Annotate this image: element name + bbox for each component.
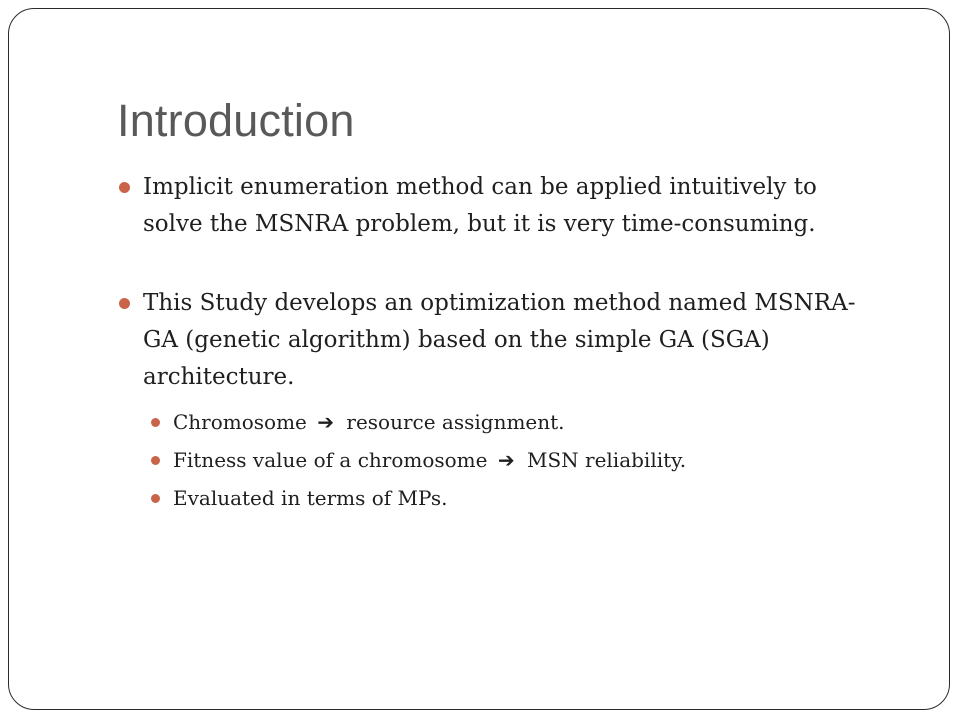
sub-bullet-text-after: resource assignment. bbox=[346, 410, 565, 434]
sub-bullet-item bbox=[117, 484, 877, 512]
sub-bullet-item bbox=[117, 408, 877, 436]
sub-bullet-item bbox=[117, 446, 877, 474]
sub-bullet-dot-icon bbox=[151, 418, 160, 427]
sub-bullet-text-before: Chromosome bbox=[173, 410, 307, 434]
bullet-dot-icon bbox=[119, 298, 130, 309]
sub-bullet-dot-icon bbox=[151, 494, 160, 503]
bullet-item bbox=[117, 169, 877, 243]
right-arrow-icon: ➔ bbox=[317, 410, 335, 434]
bullet-item bbox=[117, 285, 877, 396]
sub-bullet-list bbox=[117, 408, 877, 512]
sub-bullet-text-after: MSN reliability. bbox=[526, 448, 687, 472]
sub-bullet-text: Evaluated in terms of MPs. bbox=[173, 486, 448, 510]
sub-bullet-text-before: Fitness value of a chromosome bbox=[173, 448, 488, 472]
slide-content bbox=[117, 169, 877, 512]
right-arrow-icon: ➔ bbox=[497, 448, 515, 472]
bullet-dot-icon bbox=[119, 182, 130, 193]
bullet-text: Implicit enumeration method can be applied intuitively to solve the MSNRA problem, but it is very time-consuming. bbox=[143, 174, 817, 237]
slide-frame bbox=[8, 8, 950, 710]
sub-bullet-dot-icon bbox=[151, 456, 160, 465]
bullet-text: This Study develops an optimization method named MSNRA-GA (genetic algorithm) based on the simple GA (SGA) architecture. bbox=[143, 290, 856, 390]
slide-title: Introduction bbox=[117, 95, 355, 146]
